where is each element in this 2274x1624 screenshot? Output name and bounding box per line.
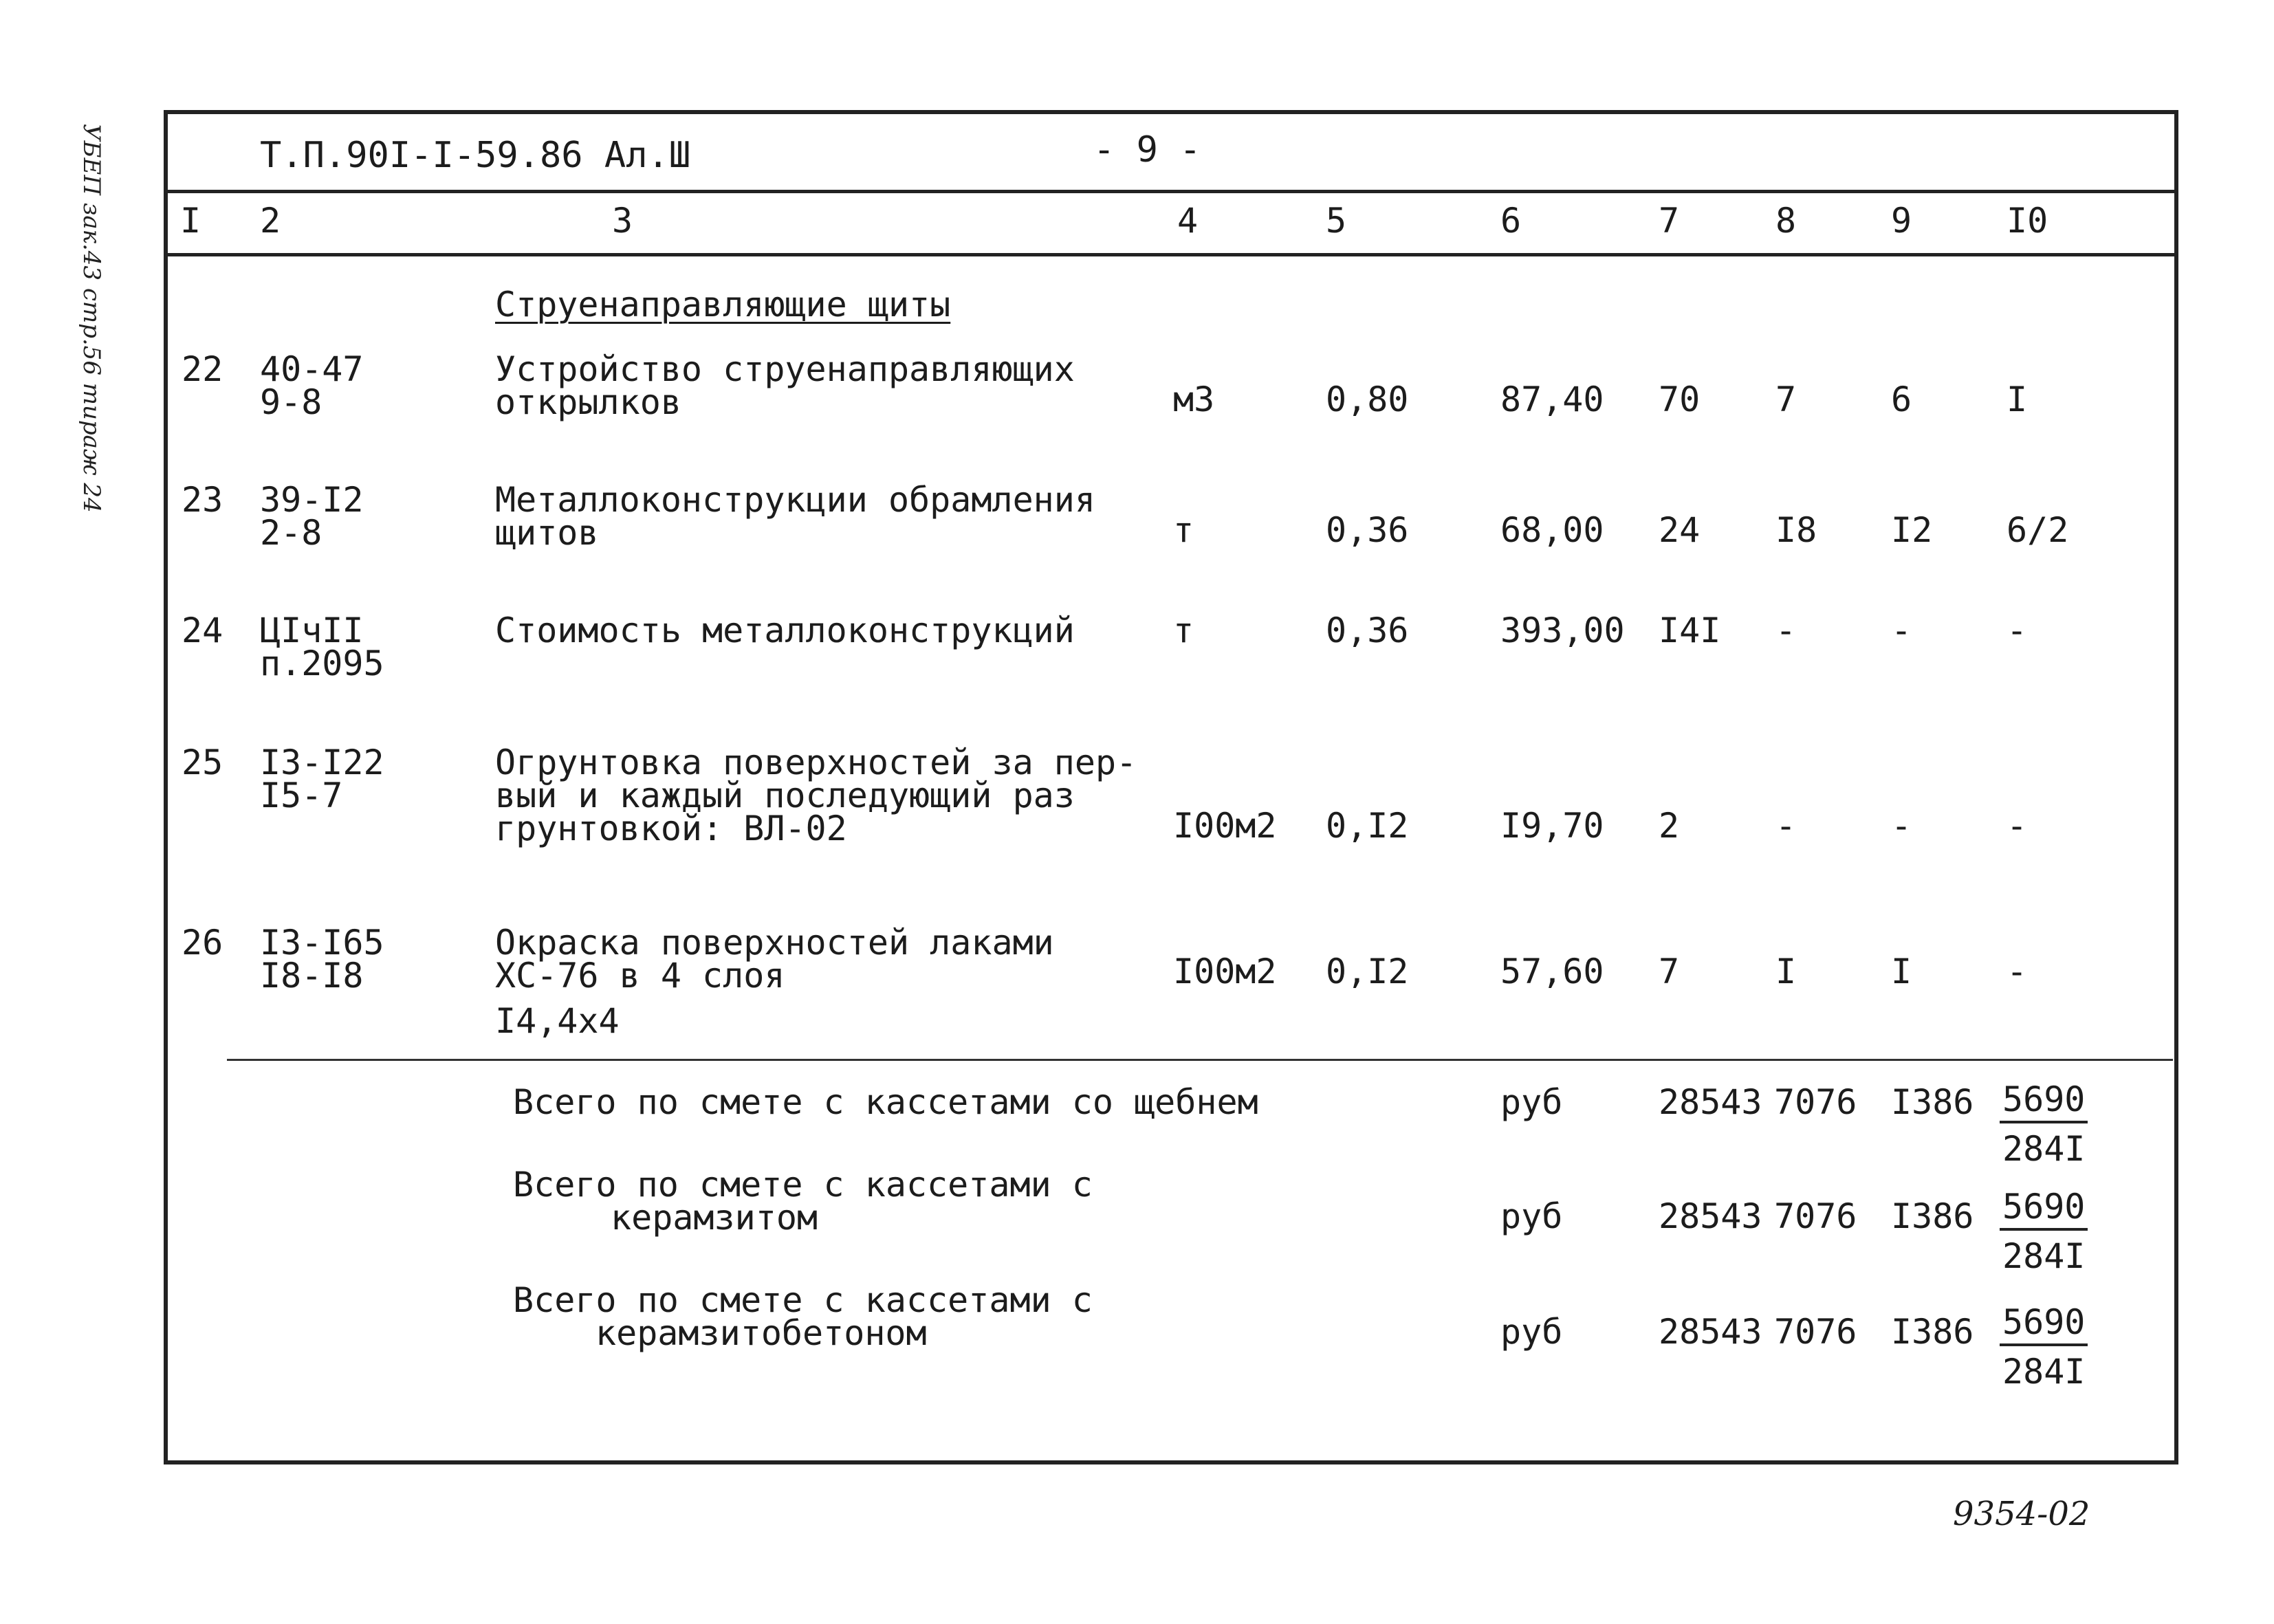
row-num: 26 — [182, 923, 223, 963]
row-num: 22 — [182, 349, 223, 389]
totals-label-line: керамзитом — [611, 1198, 818, 1238]
column-header-divider — [164, 253, 2178, 256]
row-desc-line: щитов — [495, 513, 599, 553]
row-unit: м3 — [1173, 380, 1215, 419]
col-header-2: 2 — [260, 201, 281, 241]
fraction-denominator: 284I — [2002, 1352, 2086, 1392]
row-desc-line: Устройство струенаправляющих — [495, 349, 1075, 389]
row-qty: 0,36 — [1326, 611, 1409, 650]
row-code-line: п.2095 — [260, 644, 384, 683]
row-desc-line: открылков — [495, 382, 681, 422]
row-col10: - — [2007, 952, 2028, 991]
row-unit: I00м2 — [1173, 806, 1277, 846]
totals-unit: руб — [1500, 1082, 1563, 1122]
row-code-line: I8-I8 — [260, 956, 364, 996]
totals-col8: 7076 — [1774, 1082, 1857, 1122]
row-num: 25 — [182, 743, 223, 782]
row-code-line: 40-47 — [260, 349, 364, 389]
totals-label-line: керамзитобетоном — [595, 1313, 927, 1353]
fraction-numerator: 5690 — [2000, 1305, 2088, 1346]
row-col7: 2 — [1659, 806, 1680, 846]
row-col9: I2 — [1891, 510, 1933, 550]
totals-divider — [227, 1059, 2173, 1061]
col-header-10: I0 — [2007, 201, 2048, 241]
row-price: 57,60 — [1500, 952, 1604, 991]
row-col7: 24 — [1659, 510, 1701, 550]
row-code-line: ЦIчII — [260, 611, 364, 650]
totals-col9: I386 — [1891, 1082, 1974, 1122]
fraction-numerator: 5690 — [2000, 1082, 2088, 1123]
col-header-9: 9 — [1891, 201, 1912, 241]
col-header-5: 5 — [1326, 201, 1347, 241]
row-desc-line: вый и каждый последующий раз — [495, 776, 1075, 815]
row-desc-line: Стоимость металлоконструкций — [495, 611, 1075, 650]
row-desc-line: ХС-76 в 4 слоя — [495, 956, 785, 996]
document-frame — [164, 110, 2178, 1464]
row-unit: т — [1173, 510, 1194, 550]
totals-col9: I386 — [1891, 1312, 1974, 1352]
row-col8: 7 — [1775, 380, 1797, 419]
row-num: 24 — [182, 611, 223, 650]
row-price: I9,70 — [1500, 806, 1604, 846]
col-header-4: 4 — [1177, 201, 1199, 241]
row-col10: 6/2 — [2007, 510, 2069, 550]
totals-unit: руб — [1500, 1312, 1563, 1352]
row-price: 393,00 — [1500, 611, 1625, 650]
header-divider — [164, 190, 2178, 193]
doc-code: Т.П.90I-I-59.86 Ал.Ш — [260, 135, 691, 176]
fraction-numerator: 5690 — [2000, 1189, 2088, 1231]
totals-col10-fraction — [2000, 1302, 2088, 1392]
row-col8: I8 — [1775, 510, 1817, 550]
row-price: 68,00 — [1500, 510, 1604, 550]
fraction-denominator: 284I — [2002, 1129, 2086, 1169]
row-unit: т — [1173, 611, 1194, 650]
row-col10: I — [2007, 380, 2028, 419]
row-col9: - — [1891, 611, 1912, 650]
row-desc-line: Огрунтовка поверхностей за пер- — [495, 743, 1137, 782]
row-col8: - — [1775, 806, 1797, 846]
row-code-line: I5-7 — [260, 776, 343, 815]
totals-col8: 7076 — [1774, 1312, 1857, 1352]
page-number: - 9 - — [1093, 129, 1201, 171]
totals-unit: руб — [1500, 1196, 1563, 1236]
row-desc-line: грунтовкой: ВЛ-02 — [495, 809, 847, 848]
row-col7: 70 — [1659, 380, 1701, 419]
col-header-7: 7 — [1659, 201, 1680, 241]
row-desc-line: Окраска поверхностей лаками — [495, 923, 1054, 963]
row-col7: 7 — [1659, 952, 1680, 991]
row-qty: 0,I2 — [1326, 952, 1409, 991]
row-code-line: I3-I65 — [260, 923, 384, 963]
totals-col8: 7076 — [1774, 1196, 1857, 1236]
totals-col7: 28543 — [1659, 1312, 1762, 1352]
row-col9: I — [1891, 952, 1912, 991]
row-note: I4,4x4 — [495, 1001, 620, 1041]
totals-label-line: Всего по смете с кассетами с — [513, 1165, 1093, 1205]
row-num: 23 — [182, 480, 223, 520]
totals-col10-fraction — [2000, 1187, 2088, 1276]
col-header-1: I — [180, 201, 201, 241]
row-code-line: I3-I22 — [260, 743, 384, 782]
row-qty: 0,I2 — [1326, 806, 1409, 846]
col-header-8: 8 — [1775, 201, 1797, 241]
row-col8: I — [1775, 952, 1797, 991]
row-qty: 0,80 — [1326, 380, 1409, 419]
row-col10: - — [2007, 611, 2028, 650]
totals-col9: I386 — [1891, 1196, 1974, 1236]
totals-label-line: Всего по смете с кассетами с — [513, 1280, 1093, 1320]
row-col9: - — [1891, 806, 1912, 846]
totals-col7: 28543 — [1659, 1196, 1762, 1236]
row-code-line: 2-8 — [260, 513, 322, 553]
row-code-line: 39-I2 — [260, 480, 364, 520]
side-stamp: УБЕП зак.43 стр.56 тираж 24 — [78, 124, 105, 513]
row-code-line: 9-8 — [260, 382, 322, 422]
totals-col10-fraction — [2000, 1079, 2088, 1169]
footer-document-number: 9354-02 — [1953, 1495, 2090, 1533]
row-col9: 6 — [1891, 380, 1912, 419]
row-col8: - — [1775, 611, 1797, 650]
row-col10: - — [2007, 806, 2028, 846]
row-qty: 0,36 — [1326, 510, 1409, 550]
section-title: Струенаправляющие щиты — [495, 285, 951, 325]
row-desc-line: Металлоконструкции обрамления — [495, 480, 1095, 520]
totals-col7: 28543 — [1659, 1082, 1762, 1122]
col-header-3: 3 — [612, 201, 633, 241]
row-price: 87,40 — [1500, 380, 1604, 419]
row-unit: I00м2 — [1173, 952, 1277, 991]
col-header-6: 6 — [1500, 201, 1522, 241]
fraction-denominator: 284I — [2002, 1236, 2086, 1276]
totals-label-line: Всего по смете с кассетами со щебнем — [513, 1082, 1258, 1122]
row-col7: I4I — [1659, 611, 1721, 650]
